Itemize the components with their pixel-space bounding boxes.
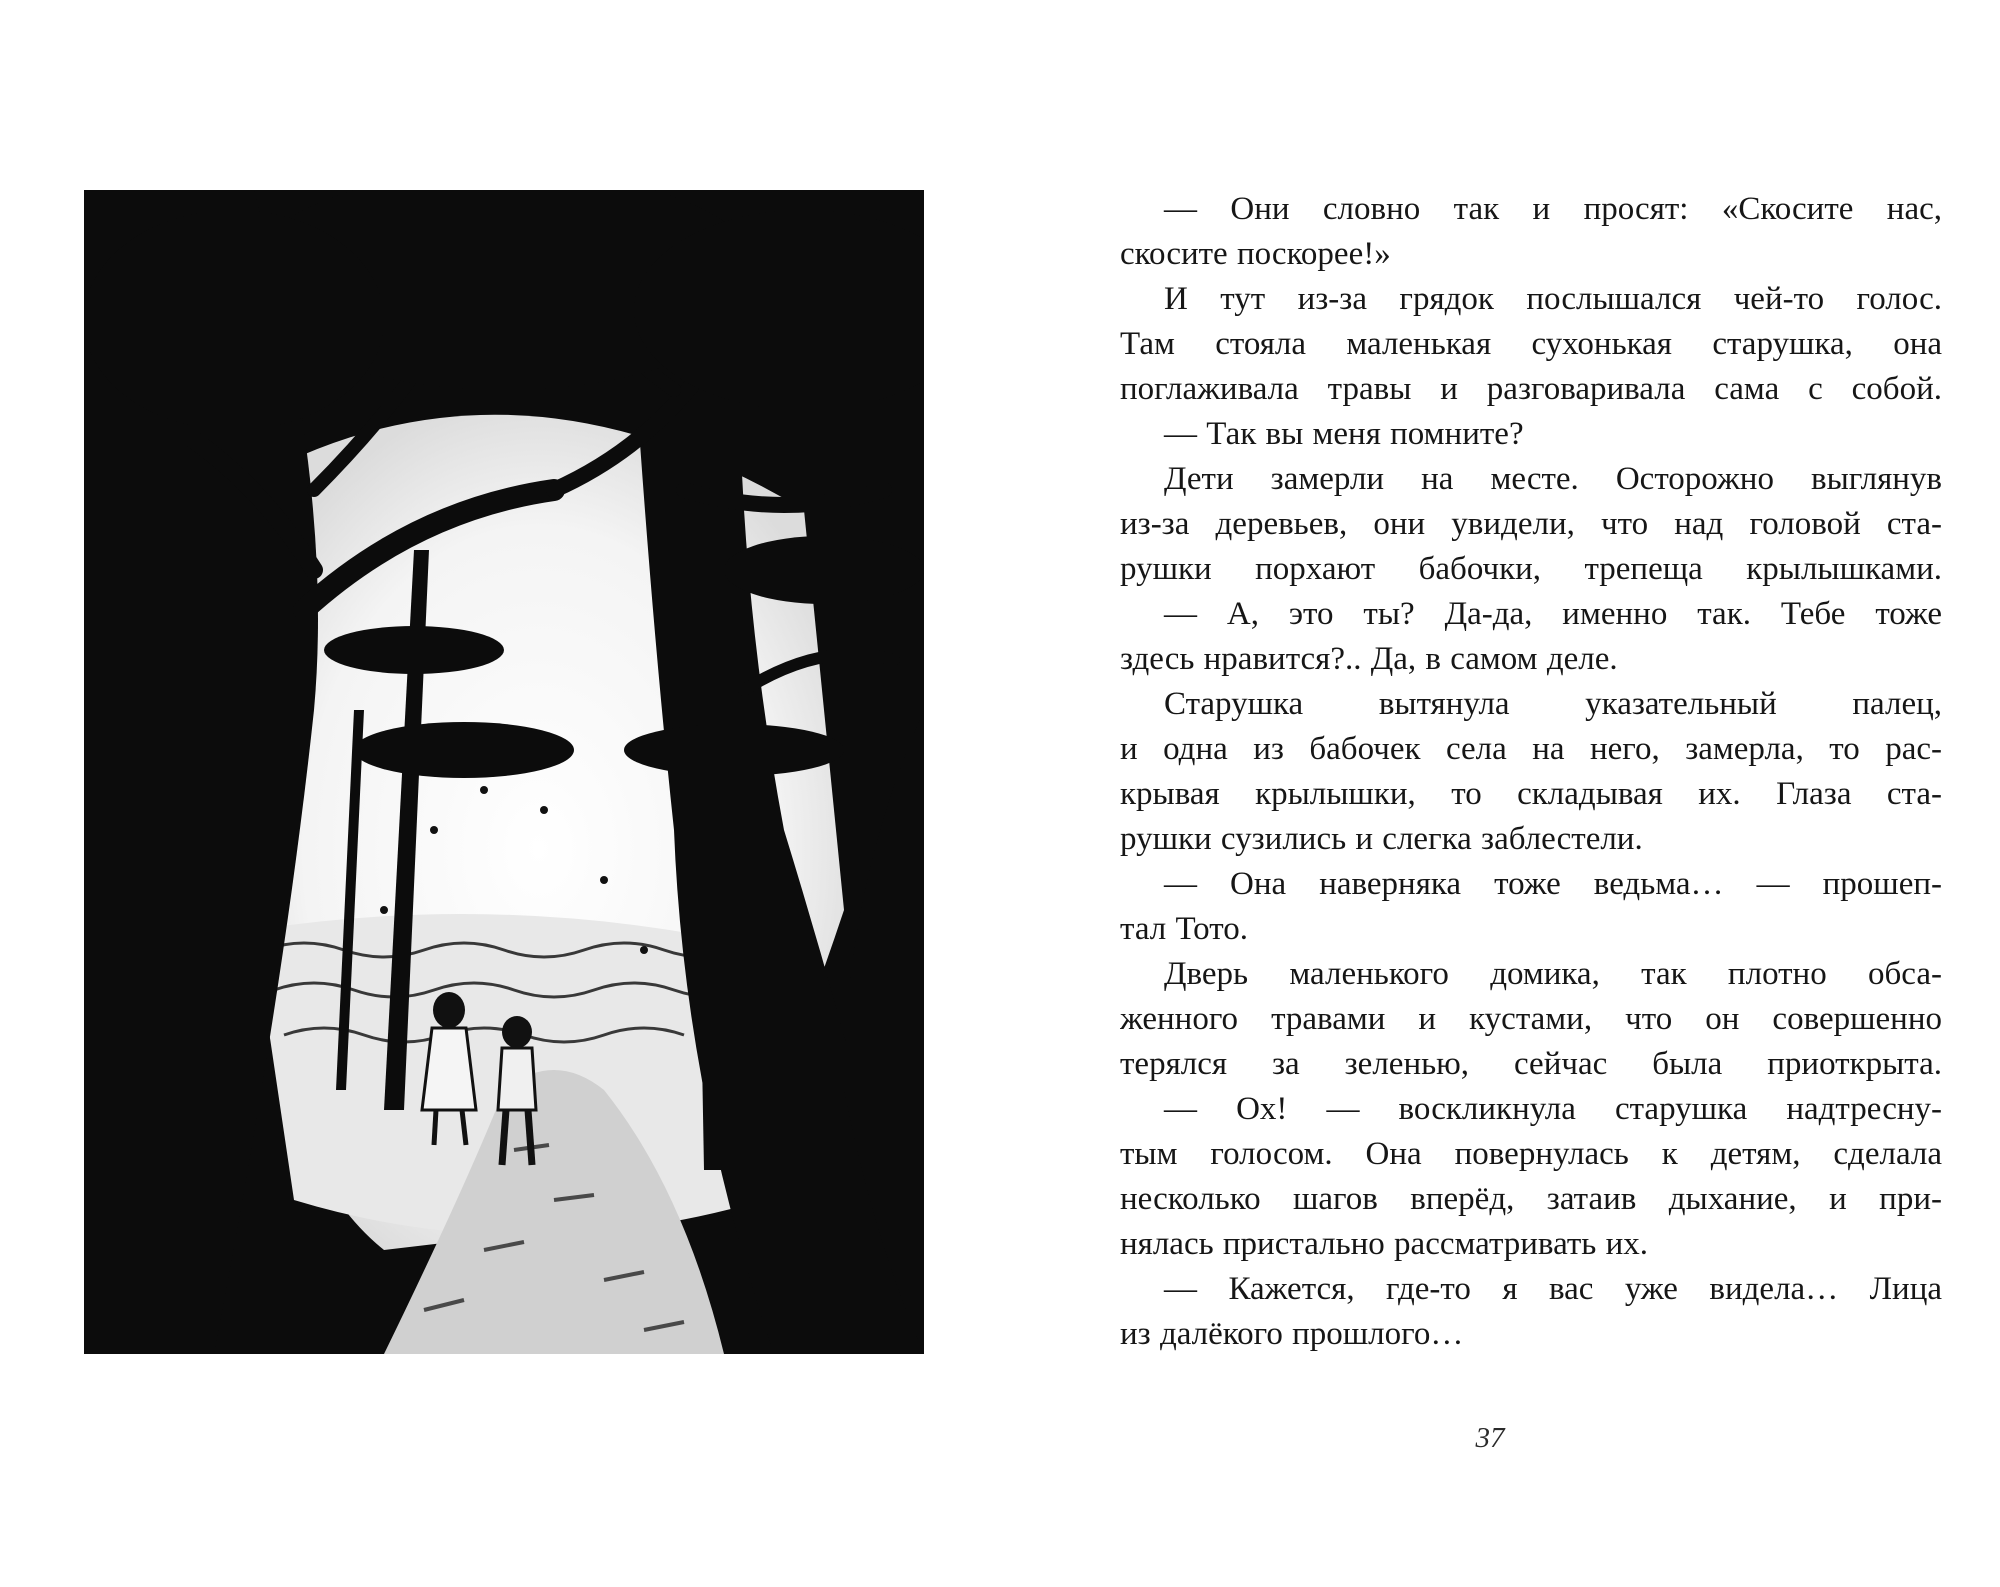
text-line: нялась пристально рассматривать их.	[1120, 1226, 1649, 1262]
text-line: — Они словно так и просят: «Скосите нас,	[1164, 191, 1942, 227]
text-line: рушки порхают бабочки, трепеща крылышками.	[1120, 551, 1942, 587]
text-line: — Кажется, где-то я вас уже видела… Лица	[1164, 1271, 1942, 1307]
text-line: и одна из бабочек села на него, замерла, то рас-	[1120, 731, 1942, 767]
text-line: Дверь маленького домика, так плотно обса-	[1164, 956, 1942, 992]
text-line: тым голосом. Она повернулась к детям, сделала	[1120, 1136, 1942, 1172]
text-line: женного травами и кустами, что он совершенно	[1120, 1001, 1942, 1037]
page-text	[1120, 187, 1942, 1357]
illustration-drawing	[84, 190, 924, 1354]
forest-path-illustration	[84, 190, 924, 1354]
text-line: Дети замерли на месте. Осторожно выглянув	[1164, 461, 1942, 497]
text-line: тал Тото.	[1120, 911, 1248, 947]
text-line: Там стояла маленькая сухонькая старушка, она	[1120, 326, 1942, 362]
text-line: — Ох! — воскликнула старушка надтреснy-	[1164, 1091, 1942, 1127]
text-line: рушки сузились и слегка заблестели.	[1120, 821, 1643, 857]
text-line: — А, это ты? Да-да, именно так. Тебе тоже	[1164, 596, 1942, 632]
text-line: Старушка вытянула указательный палец,	[1164, 686, 1942, 722]
text-line: И тут из-за грядок послышался чей-то голос.	[1164, 281, 1942, 317]
text-line: из далёкого прошлого…	[1120, 1316, 1464, 1352]
text-line: скосите поскорее!»	[1120, 236, 1391, 272]
text-line: — Она наверняка тоже ведьма… — прошеп-	[1164, 866, 1942, 902]
text-line: здесь нравится?.. Да, в самом деле.	[1120, 641, 1618, 677]
text-line: терялся за зеленью, сейчас была приоткрыта.	[1120, 1046, 1942, 1082]
text-line: из-за деревьев, они увидели, что над головой ста-	[1120, 506, 1942, 542]
text-line: — Так вы меня помните?	[1164, 416, 1524, 452]
text-line: поглаживала травы и разговаривала сама с собой.	[1120, 371, 1942, 407]
text-line: несколько шагов вперёд, затаив дыхание, и при-	[1120, 1181, 1942, 1217]
page-number: 37	[1475, 1422, 1505, 1454]
text-line: крывая крылышки, то складывая их. Глаза ста-	[1120, 776, 1942, 812]
